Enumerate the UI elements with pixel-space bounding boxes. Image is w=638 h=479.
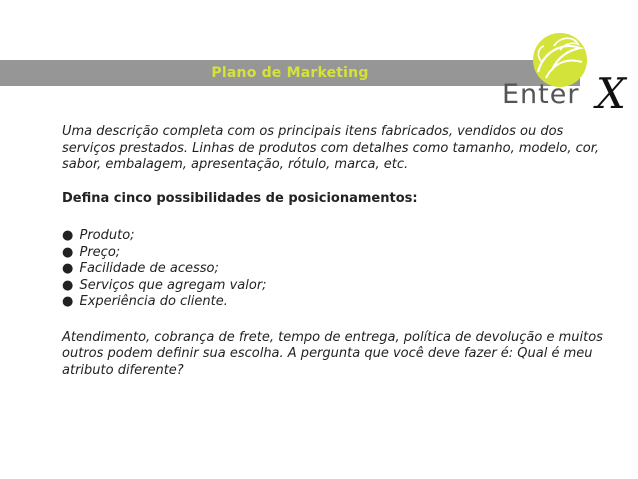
bullet-icon: ●	[62, 261, 74, 276]
bullet-icon: ●	[62, 294, 74, 309]
slide-title: Plano de Marketing	[211, 65, 369, 81]
list-item: ● Serviços que agregam valor;	[62, 277, 267, 293]
positioning-list	[62, 228, 607, 311]
logo-x-letter: X	[596, 69, 626, 118]
positioning-heading: Defina cinco possibilidades de posicionamentos:	[62, 190, 418, 206]
list-item: ● Facilidade de acesso;	[62, 261, 219, 276]
list-item: ● Preço;	[62, 244, 121, 260]
bullet-icon: ●	[62, 244, 74, 260]
closing-paragraph: Atendimento, cobrança de frete, tempo de entrega, política de devolução e muitos outros podem definir sua escolha. A pergunta que você deve fazer é: Qual é meu atributo diferente?	[62, 329, 603, 378]
intro-paragraph: Uma descrição completa com os principais itens fabricados, vendidos ou dos serviços prestados. Linhas de produtos com detalhes como tamanho, modelo, cor, sabor, embalagem, apresentação, rótulo, marca, etc.	[62, 124, 599, 172]
list-item: ● Produto;	[62, 228, 135, 243]
bullet-icon: ●	[62, 277, 74, 293]
bullet-icon: ●	[62, 228, 74, 243]
enterx-logo	[494, 22, 634, 122]
logo-wordmark: Enter	[502, 79, 580, 110]
slide-content	[62, 124, 607, 379]
list-item: ● Experiência do cliente.	[62, 294, 228, 309]
